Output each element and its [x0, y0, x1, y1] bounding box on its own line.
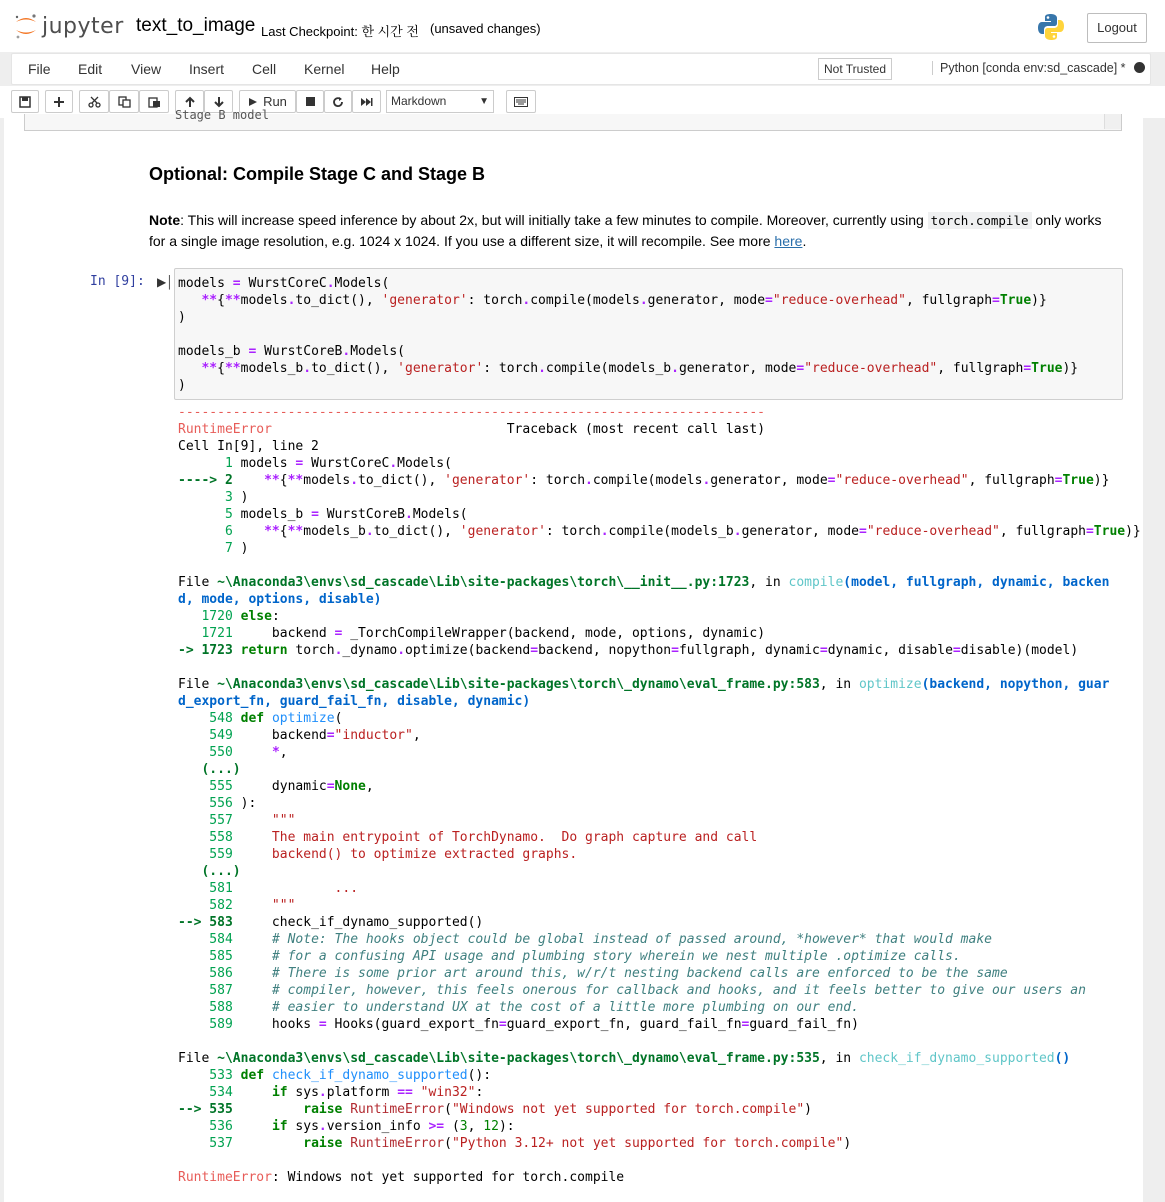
- cell-type-value: Markdown: [391, 94, 447, 108]
- error-type: RuntimeError: [178, 422, 272, 437]
- copy-icon: [118, 96, 131, 108]
- menu-file[interactable]: File: [28, 61, 51, 77]
- jupyter-logo-icon: [14, 12, 38, 40]
- command-palette-button[interactable]: [506, 90, 536, 113]
- here-link[interactable]: here: [774, 233, 803, 249]
- save-icon: [19, 96, 31, 108]
- restart-icon: [332, 96, 344, 108]
- add-cell-icon: [53, 96, 65, 108]
- run-label: Run: [263, 94, 287, 109]
- interrupt-icon: [305, 96, 316, 107]
- scrollbar[interactable]: [1104, 114, 1121, 129]
- jupyter-wordmark: jupyter: [42, 13, 124, 39]
- move-up-icon: [184, 96, 196, 108]
- save-button[interactable]: [11, 90, 39, 113]
- note-code: torch.compile: [928, 212, 1032, 229]
- notebook-name[interactable]: text_to_image: [136, 15, 256, 36]
- menu-insert[interactable]: Insert: [189, 61, 225, 77]
- previous-cell-text: Stage B model: [175, 108, 269, 122]
- kernel-name[interactable]: Python [conda env:sd_cascade] *: [932, 61, 1126, 75]
- run-icon: [248, 97, 258, 107]
- move-down-icon: [213, 96, 225, 108]
- logout-button[interactable]: Logout: [1087, 13, 1147, 43]
- menu-edit[interactable]: Edit: [78, 61, 103, 77]
- previous-code-cell[interactable]: [24, 108, 1122, 131]
- notebook-panel: [4, 108, 1143, 1202]
- trust-indicator[interactable]: Not Trusted: [818, 58, 892, 80]
- interrupt-button[interactable]: [296, 90, 324, 113]
- kernel-busy-indicator-icon: [1134, 62, 1145, 73]
- note-text-2: only works for a single image resolution, e.g. 1024 x 1024. If you use a different size, it will recompile. See more: [149, 212, 1102, 249]
- note-end: .: [802, 233, 807, 249]
- cell-prompt: In [9]:: [90, 274, 145, 289]
- cell-type-select[interactable]: [386, 90, 494, 113]
- insert-cell-button[interactable]: [45, 90, 73, 113]
- paste-icon: [148, 96, 161, 108]
- markdown-note: [149, 210, 1109, 251]
- traceback-header: Traceback (most recent call last): [506, 422, 766, 437]
- error-output: [178, 404, 1141, 1186]
- traceback-text: --------------------------------------------------------------------------- RuntimeError Traceback (most recent call last) Cell In[9], line 2 1 models = WurstCoreC.Models( ----> 2 **{**models.to_dict(), 'generator': torch.compile(models.generator, mode="reduce-overhead", fullgraph=True)} 3 ) 5 models_b = WurstCoreB.Models( 6 **{**models_b.to_dict(), 'generator': torch.compile(models_b.generator, mode="reduce-overhead", fullgraph=True)} 7 ) File ~\Anaconda3\envs\sd_cascade\Lib\site-packages\torch\__init__.py:1723, in compile(model, fullgraph, dynamic, backen d, mode, options, disable) 1720 else: 1721 backend = _TorchCompileWrapper(backend, mode, options, dynamic) -> 1723 return torch._dynamo.optimize(backend=backend, nopython=fullgraph, dynamic=dynamic, disable=disable)(model) File ~\Anaconda3\envs\sd_cascade\Lib\site-packages\torch\_dynamo\eval_frame.py:583, in optimize(backend, nopython, guar d_export_fn, guard_fail_fn, disable, dynamic) 548 def optimize( 549 backend="inductor", 550 *, (...) 555 dynamic=None, 556 ): 557 """ 558 The main entrypoint of TorchDynamo. Do graph capture and call 559 backend() to optimize extracted graphs. (...) 581 ... 582 """ --> 583 check_if_dynamo_supported() 584 # Note: The hooks object could be global instead of passed around, *however* that would make 585 # for a confusing API usage and plumbing story wherein we nest multiple .optimize calls. 586 # There is some prior art around this, w/r/t nesting backend calls are enforced to be the same 587 # compiler, however, this feels onerous for callback and hooks, and it feels better to give our users an 588 # easier to understand UX at the cost of a little more plumbing on our end. 589 hooks = Hooks(guard_export_fn=guard_export_fn, guard_fail_fn=guard_fail_fn) File ~\Anaconda3\envs\sd_cascade\Lib\site-packages\torch\_dynamo\eval_frame.py:535, in check_if_dynamo_supported() 533 def check_if_dynamo_supported(): 534 if sys.platform == "win32": --> 535 raise RuntimeError("Windows not yet supported for torch.compile") 536 if sys.version_info >= (3, 12): 537 raise RuntimeError("Python 3.12+ not yet supported for torch.compile") RuntimeError: Windows not yet supported for torch.compile: [178, 405, 1141, 1185]
- python-logo-icon: [1037, 13, 1065, 41]
- markdown-heading: Optional: Compile Stage C and Stage B: [149, 164, 486, 184]
- jupyter-logo[interactable]: [14, 12, 124, 40]
- final-error-type: RuntimeError: [178, 1170, 272, 1185]
- restart-run-all-button[interactable]: [352, 90, 381, 113]
- header: [0, 0, 1165, 52]
- chevron-down-icon: ▼: [479, 96, 489, 107]
- autosave-status: (unsaved changes): [430, 21, 541, 36]
- copy-button[interactable]: [109, 90, 139, 113]
- note-text-1: : This will increase speed inference by about 2x, but will initially take a few minutes to compile. Moreover, currently using: [180, 212, 924, 228]
- command-palette-icon: [514, 97, 528, 107]
- final-error-message: : Windows not yet supported for torch.compile: [271, 1170, 625, 1185]
- code-cell-input[interactable]: [174, 268, 1123, 400]
- checkpoint-status: Last Checkpoint: 한 시간 전: [261, 24, 419, 39]
- menubar: [11, 53, 1151, 85]
- run-cell-icon[interactable]: ▶│: [157, 275, 174, 289]
- paste-button[interactable]: [139, 90, 169, 113]
- menu-help[interactable]: Help: [371, 61, 400, 77]
- cut-icon: [88, 96, 101, 108]
- cell-reference: Cell In[9], line 2: [178, 439, 319, 454]
- menu-view[interactable]: View: [131, 61, 162, 77]
- code-input-text[interactable]: models = WurstCoreC.Models( **{**models.to_dict(), 'generator': torch.compile(models.generator, mode="reduce-overhead", fullgraph=True)} ) models_b = WurstCoreB.Models( **{**models_b.to_dict(), 'generator': torch.compile(models_b.generator, mode="reduce-overhead", fullgraph=True)} ): [178, 276, 1079, 393]
- menu-cell[interactable]: Cell: [252, 61, 277, 77]
- note-bold: Note: [149, 212, 181, 228]
- restart-button[interactable]: [324, 90, 352, 113]
- restart-run-all-icon: [360, 97, 373, 107]
- cut-button[interactable]: [79, 90, 109, 113]
- menu-kernel[interactable]: Kernel: [304, 61, 345, 77]
